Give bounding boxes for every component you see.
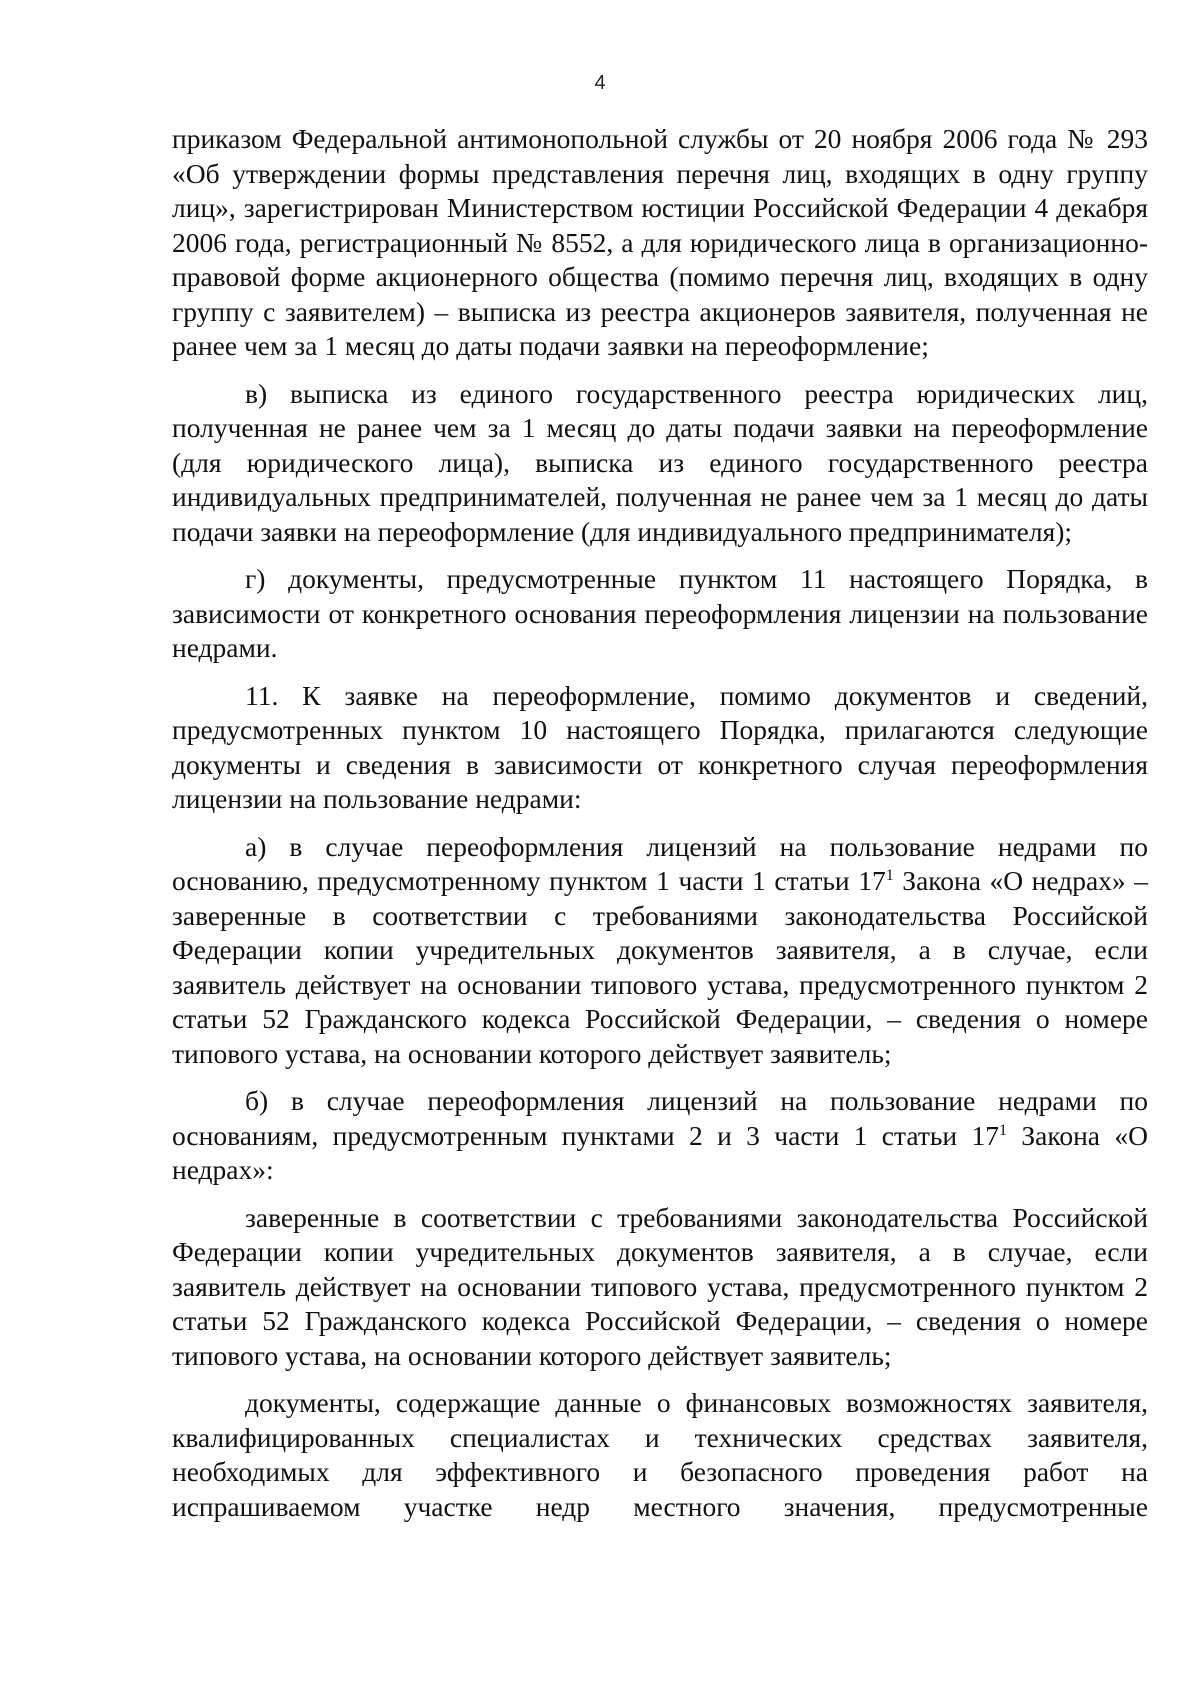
paragraph-continuation: приказом Федеральной антимонопольной службы от 20 ноября 2006 года № 293 «Об утверждении формы представления перечня лиц, входящих в одну группу лиц», зарегистрирован Министерством юстиции Российской Федерации 4 декабря 2006 года, регистрационный № 8552, а для юридического лица в организационно-правовой форме акционерного общества (помимо перечня лиц, входящих в одну группу с заявителем) – выписка из реестра акционеров заявителя, полученная не ранее чем за 1 месяц до даты подачи заявки на переоформление; — [172, 123, 1148, 361]
paragraph-item-a-text-start: а) в случае переоформления лицензий на пользование недрами по основанию, предусмотренному пунктом 1 части 1 статьи 17 — [172, 830, 1148, 896]
paragraph-item-b-text-end: Закона «О недрах»: — [172, 1119, 1148, 1185]
paragraph-item-v: в) выписка из единого государственного реестра юридических лиц, полученная не ранее чем за 1 месяц до даты подачи заявки на переоформление (для юридического лица), выписка из единого государственного реестра индивидуальных предпринимателей, полученная не ранее чем за 1 месяц до даты подачи заявки на переоформление (для индивидуального предпринимателя); — [172, 377, 1148, 547]
paragraph-clause-11: 11. К заявке на переоформление, помимо документов и сведений, предусмотренных пунктом 10 настоящего Порядка, прилагаются следующие документы и сведения в зависимости от конкретного случая переоформления лицензии на пользование недрами: — [172, 679, 1148, 814]
paragraph-item-a-text-end: Закона «О недрах» – заверенные в соответствии с требованиями законодательства Российской Федерации копии учредительных документов заявителя, а в случае, если заявитель действует на основании типового устава, предусмотренного пунктом 2 статьи 52 Гражданского кодекса Российской Федерации, – сведения о номере типового устава, на основании которого действует заявитель; — [172, 865, 1148, 1069]
superscript-one: 1 — [999, 1121, 1007, 1139]
paragraph-item-a — [172, 830, 1148, 1072]
page-number: 4 — [594, 72, 606, 94]
paragraph-item-b — [172, 1084, 1148, 1188]
paragraph-charter-copies: заверенные в соответствии с требованиями законодательства Российской Федерации копии учредительных документов заявителя, а в случае, если заявитель действует на основании типового устава, предусмотренного пунктом 2 статьи 52 Гражданского кодекса Российской Федерации, – сведения о номере типового устава, на основании которого действует заявитель; — [172, 1201, 1148, 1371]
superscript-one: 1 — [885, 866, 894, 884]
paragraph-financial-documents: документы, содержащие данные о финансовых возможностях заявителя, квалифицированных специалистах и технических средствах заявителя, необходимых для эффективного и безопасного проведения работ на испрашиваемом участке недр местного значения, предусмотренные — [172, 1387, 1148, 1522]
document-body — [172, 122, 1148, 1524]
paragraph-item-g: г) документы, предусмотренные пунктом 11 настоящего Порядка, в зависимости от конкретного основания переоформления лицензии на пользование недрами. — [172, 563, 1148, 663]
paragraph-item-b-text-start: б) в случае переоформления лицензий на пользование недрами по основаниям, предусмотренным пунктами 2 и 3 части 1 статьи 17 — [172, 1085, 1148, 1151]
